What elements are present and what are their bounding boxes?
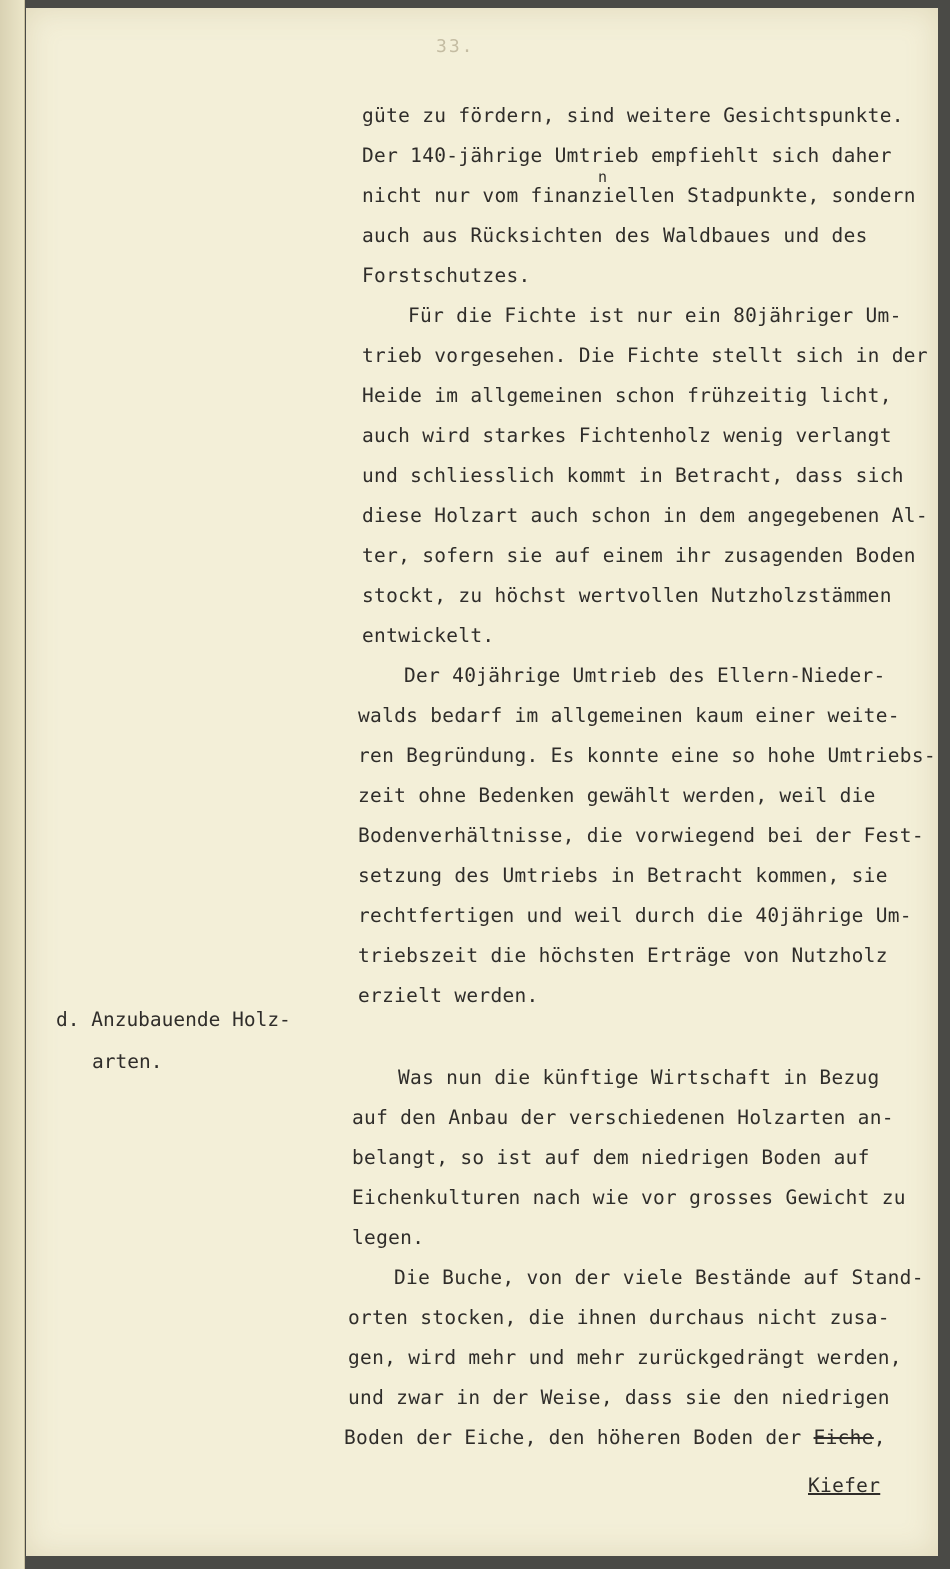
text-line: Die Buche, von der viele Bestände auf Stand- xyxy=(394,1266,924,1289)
text-line: setzung des Umtriebs in Betracht kommen, sie xyxy=(358,864,888,887)
text-line: legen. xyxy=(352,1226,425,1249)
text-line: auf den Anbau der verschiedenen Holzarten an- xyxy=(352,1106,894,1129)
margin-heading-line-2: arten. xyxy=(92,1050,163,1073)
text-line-last xyxy=(344,1426,886,1449)
text-line: Bodenverhältnisse, die vorwiegend bei der Fest- xyxy=(358,824,924,847)
text-line: auch aus Rücksichten des Waldbaues und des xyxy=(362,224,868,247)
text-line: Eichenkulturen nach wie vor grosses Gewicht zu xyxy=(352,1186,906,1209)
text-line: zeit ohne Bedenken gewählt werden, weil die xyxy=(358,784,876,807)
text-line: stockt, zu höchst wertvollen Nutzholzstämmen xyxy=(362,584,892,607)
text-line: belangt, so ist auf dem niedrigen Boden auf xyxy=(352,1146,870,1169)
text-line: Der 40jährige Umtrieb des Ellern-Nieder- xyxy=(404,664,886,687)
text-line: auch wird starkes Fichtenholz wenig verlangt xyxy=(362,424,892,447)
text-line: Für die Fichte ist nur ein 80jähriger Um- xyxy=(408,304,902,327)
text-line: und schliesslich kommt in Betracht, dass sich xyxy=(362,464,904,487)
text-line: ter, sofern sie auf einem ihr zusagenden Boden xyxy=(362,544,916,567)
text-line: ren Begründung. Es konnte eine so hohe Umtriebs- xyxy=(358,744,936,767)
text-line: Heide im allgemeinen schon frühzeitig licht, xyxy=(362,384,892,407)
text-line: und zwar in der Weise, dass sie den niedrigen xyxy=(348,1386,890,1409)
margin-heading-line-1: d. Anzubauende Holz- xyxy=(56,1008,291,1031)
struck-word: Eiche xyxy=(813,1426,874,1449)
text-line: triebszeit die höchsten Erträge von Nutzholz xyxy=(358,944,888,967)
text-line: rechtfertigen und weil durch die 40jährige Um- xyxy=(358,904,912,927)
text-line: walds bedarf im allgemeinen kaum einer weite- xyxy=(358,704,900,727)
page-number: 33. xyxy=(436,36,475,57)
text-line: Forstschutzes. xyxy=(362,264,531,287)
text-line: güte zu fördern, sind weitere Gesichtspunkte. xyxy=(362,104,904,127)
document-page xyxy=(26,8,938,1556)
text-line: orten stocken, die ihnen durchaus nicht zusa- xyxy=(348,1306,890,1329)
text-line: Was nun die künftige Wirtschaft in Bezug xyxy=(398,1066,880,1089)
text-line: gen, wird mehr und mehr zurückgedrängt werden, xyxy=(348,1346,902,1369)
text-line: nicht nur vom finanziellen Stadpunkte, sondern xyxy=(362,184,916,207)
line-end-punctuation: , xyxy=(873,1426,886,1449)
text-line: diese Holzart auch schon in dem angegebenen Al- xyxy=(362,504,928,527)
binding-edge xyxy=(0,0,25,1569)
text-line: entwickelt. xyxy=(362,624,495,647)
catchword: Kiefer xyxy=(808,1474,881,1497)
text-line: trieb vorgesehen. Die Fichte stellt sich in der xyxy=(362,344,928,367)
inserted-correction: n xyxy=(598,168,608,186)
text-line: erzielt werden. xyxy=(358,984,539,1007)
text-line-last-body: Boden der Eiche, den höheren Boden der xyxy=(344,1426,814,1449)
text-line: Der 140-jährige Umtrieb empfiehlt sich daher xyxy=(362,144,892,167)
